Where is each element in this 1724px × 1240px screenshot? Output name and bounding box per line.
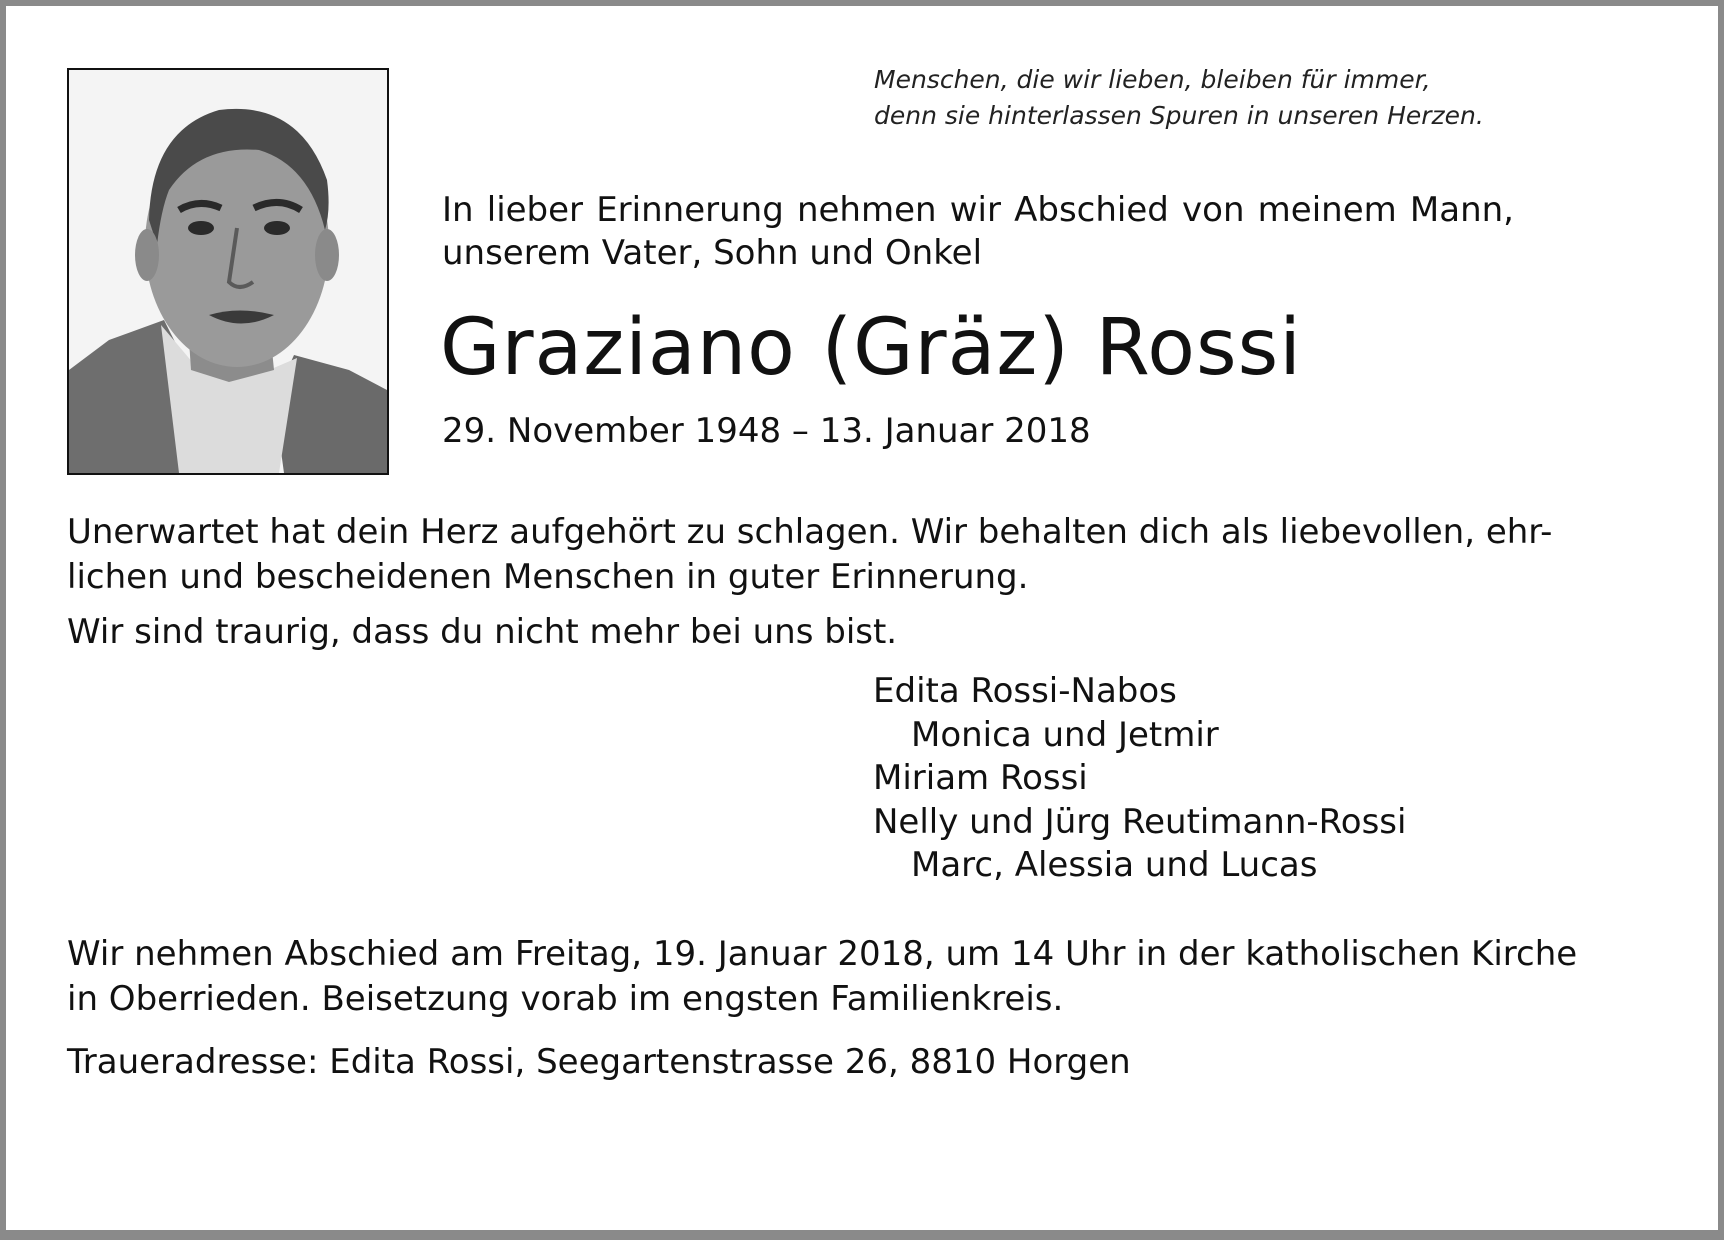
family-member: Monica und Jetmir [911, 714, 1219, 755]
message-line-2: lichen und bescheidenen Menschen in guter Erinnerung. [67, 557, 1029, 597]
motto-line-1: Menschen, die wir lieben, bleiben für immer, [874, 65, 1431, 94]
farewell-message [67, 510, 1553, 655]
message-line-3: Wir sind traurig, dass du nicht mehr bei uns bist. [67, 612, 898, 652]
message-line-1: Unerwartet hat dein Herz aufgehört zu schlagen. Wir behalten dich als liebevollen, ehr- [67, 512, 1553, 552]
family-member: Edita Rossi-Nabos [873, 671, 1177, 711]
service-line-1: Wir nehmen Abschied am Freitag, 19. Januar 2018, um 14 Uhr in der katholischen Kirche [67, 934, 1578, 974]
intro-line-2: unserem Vater, Sohn und Onkel [442, 233, 983, 273]
deceased-name: Graziano (Gräz) Rossi [440, 303, 1302, 393]
motto-quote [874, 62, 1534, 134]
life-dates: 29. November 1948 – 13. Januar 2018 [442, 411, 1091, 451]
service-line-2: in Oberrieden. Beisetzung vorab im engsten Familienkreis. [67, 979, 1064, 1019]
family-list [873, 670, 1406, 888]
mourning-address: Traueradresse: Edita Rossi, Seegartenstrasse 26, 8810 Horgen [67, 1042, 1131, 1082]
service-info [67, 932, 1578, 1022]
family-member: Nelly und Jürg Reutimann-Rossi [873, 801, 1407, 842]
family-member: Miriam Rossi [873, 758, 1088, 798]
portrait-photo [67, 68, 389, 475]
intro-line-1: In lieber Erinnerung nehmen wir Abschied von meinem Mann, [442, 190, 1514, 230]
intro-text [442, 189, 1514, 275]
motto-line-2: denn sie hinterlassen Spuren in unseren Herzen. [874, 101, 1484, 130]
family-member: Marc, Alessia und Lucas [911, 845, 1318, 885]
